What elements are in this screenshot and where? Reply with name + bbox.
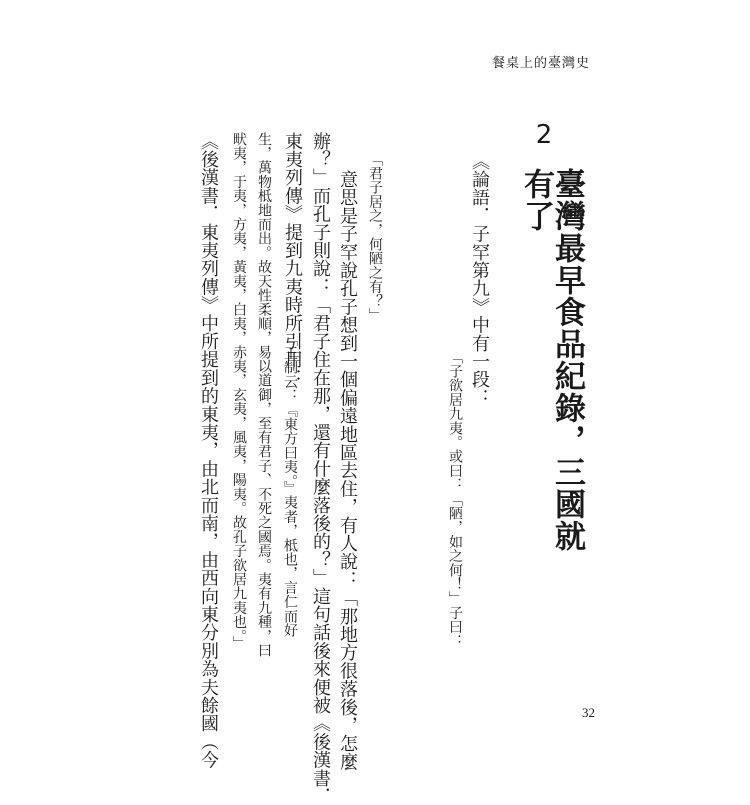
text-column-9: 畎夷，于夷，方夷，黃夷，白夷，赤夷，玄夷，風夷，陽夷。故孔子欲居九夷也。」 [231, 132, 247, 651]
chapter-title: 臺灣最早食品紀錄，三國就有了 [518, 168, 585, 552]
text-column-10: 《後漢書．東夷列傳》中所提到的東夷，由北而南，由西向東分別為夫餘國（今 [198, 132, 219, 769]
running-head: 餐桌上的臺灣史 [491, 56, 590, 71]
chapter-number: 2 [535, 120, 553, 150]
page-number: 32 [582, 705, 595, 720]
text-column-2: 「子欲居九夷。或曰：「陋，如之何！」子曰： [447, 350, 463, 649]
text-column-4: 意思是子罕說孔子想到一個偏遠地區去住，有人說：「那地方很落後，怎麼 [337, 152, 358, 771]
text-column-1: 《論語．子罕第九》中有一段： [469, 152, 490, 407]
text-column-3: 「君子居之，何陋之有？」 [367, 152, 383, 323]
text-column-6: 東夷列傳》提到九夷時所引用： [282, 132, 303, 387]
text-column-8: 生，萬物柢地而出。故天性柔順，易以道御，至有君子、不死之國焉。夷有九種，曰 [256, 132, 272, 658]
text-column-5: 辦？」而孔子則說：「君子住在那，還有什麼落後的？」這句話後來便被《後漢書． [310, 132, 331, 805]
text-column-7: 「王制云：『東方曰夷。』夷者，柢也，言仁而好 [282, 332, 298, 638]
